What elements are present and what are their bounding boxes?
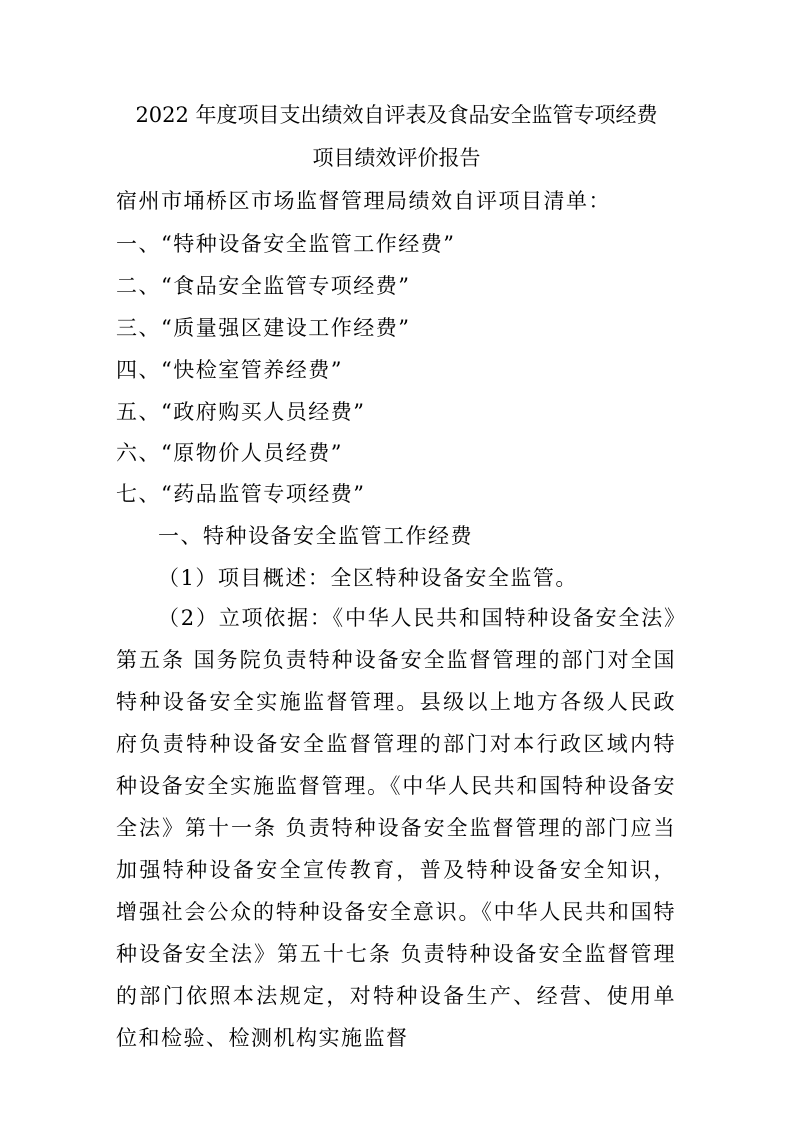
project-list-item: 三、“质量强区建设工作经费” [116,316,411,340]
project-list-item: 七、“药品监管专项经费” [116,482,366,506]
document-title-line-2: 项目绩效评价报告 [312,146,481,170]
project-list-item: 五、“政府购买人员经费” [116,400,366,424]
document-title-line-1: 2022 年度项目支出绩效自评表及食品安全监管专项经费 [135,103,658,127]
project-list-intro: 宿州市埇桥区市场监督管理局绩效自评项目清单： [116,189,611,213]
project-list-item: 一、“特种设备安全监管工作经费” [116,232,456,256]
project-list-item: 二、“食品安全监管专项经费” [116,274,411,298]
project-overview-paragraph: （1）项目概述：全区特种设备安全监管。 [158,566,578,590]
project-basis-paragraph: （2）立项依据：《中华人民共和国特种设备安全法》第五条 国务院负责特种设备安全监督管理的部门对全国特种设备安全实施监督管理。县级以上地方各级人民政府负责特种设备安全监督管理的部门对本行政区域内特种设备安全实施监督管理。《中华人民共和国特种设备安全法》第十一条 负责特种设备安全监督管理的部门应当加强特种设备安全宣传教育，普及特种设备安全知识，增强社会公众的特种设备安全意识。《中华人民共和国特种设备安全法》第五十七条 负责特种设备安全监督管理的部门依照本法规定，对特种设备生产、经营、使用单位和检验、检测机构实施监督 [116,606,676,1050]
project-list-item: 六、“原物价人员经费” [116,441,343,465]
project-list-item: 四、“快检室管养经费” [116,358,343,382]
section-heading: 一、特种设备安全监管工作经费 [158,524,473,548]
